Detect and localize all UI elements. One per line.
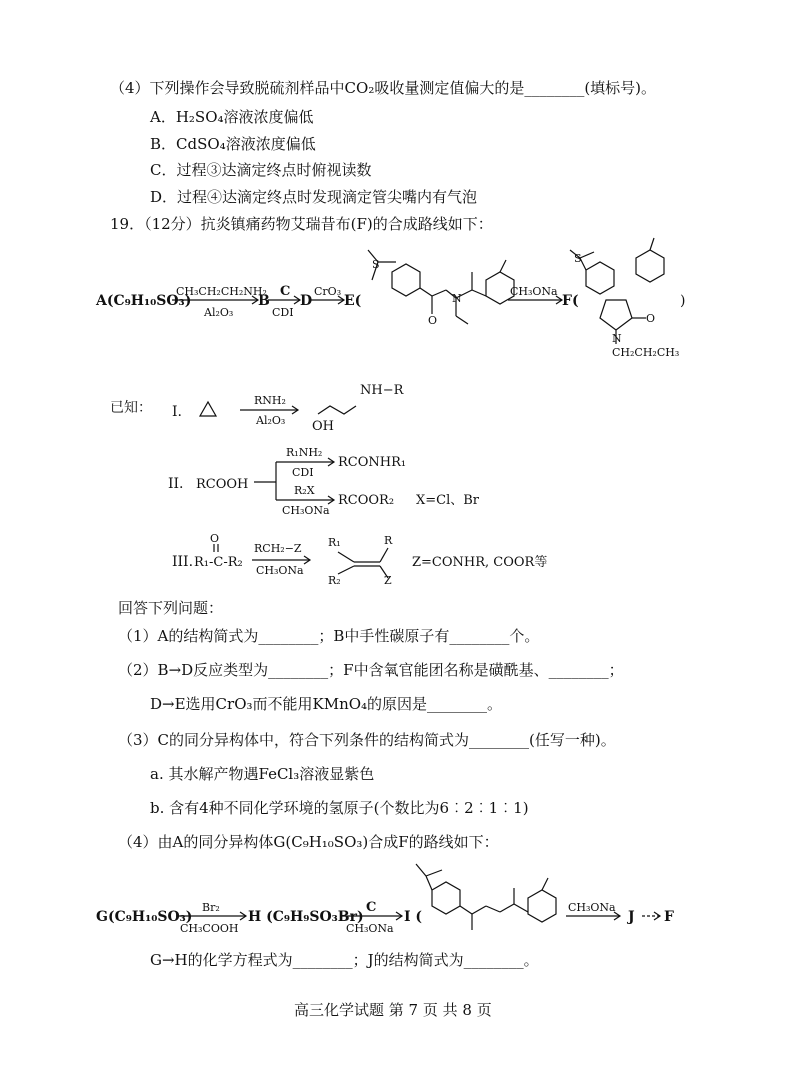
q4-stem: （4）下列操作会导致脱硫剂样品中CO₂吸收量测定值偏大的是________(填标号)。 [110, 79, 657, 97]
route-a: A(C₉H₁₀SO₃) [96, 293, 192, 309]
known-iii-r1: R₁ [328, 536, 341, 549]
route2-r1-top: Br₂ [202, 901, 220, 914]
f-sulfur: S [574, 252, 582, 265]
route2-r2-top: C [366, 900, 377, 915]
route2-j: J [628, 909, 635, 925]
known-iii-label: III. [172, 554, 194, 570]
e-oxygen: O [428, 314, 438, 327]
f-propyl: CH₂CH₂CH₃ [612, 346, 680, 359]
route-reagent2-bottom: CDI [272, 306, 294, 319]
known-iii-z: Z [384, 574, 392, 587]
route-reagent4-top: CH₃ONa [510, 285, 558, 298]
f-oxygen: O [646, 312, 656, 325]
route2-f: F [664, 909, 674, 925]
sub-question-1: （1）A的结构简式为________；B中手性碳原子有________个。 [118, 627, 540, 645]
answer-intro: 回答下列问题： [118, 599, 224, 617]
sub-question-2b: D→E选用CrO₃而不能用KMnO₄的原因是________。 [150, 695, 503, 713]
sub-question-4q: G→H的化学方程式为________；J的结构简式为________。 [150, 951, 539, 969]
e-sulfur: S [372, 258, 380, 271]
q4-option-d: D．过程④达滴定终点时发现滴定管尖嘴内有气泡 [150, 188, 478, 206]
route-close: ) [680, 293, 686, 309]
known-ii-bot-reagent: R₂X [294, 484, 315, 497]
known-i-reagent-top: RNH₂ [254, 394, 286, 407]
known-iii-note: Z=CONHR, COOR等 [412, 555, 548, 570]
known-iii-r2: R₂ [328, 574, 341, 587]
route-e: E( [344, 293, 362, 309]
route-reagent3-top: CrO₃ [314, 285, 342, 298]
route2-g: G(C₉H₁₀SO₃) [96, 909, 193, 925]
route2-r2-bottom: CH₃ONa [346, 922, 394, 935]
route-reagent2-top: C [280, 284, 291, 299]
known-iii-o: O [210, 532, 220, 545]
f-nitrogen: N [612, 332, 622, 345]
known-ii-top-cond: CDI [292, 466, 314, 479]
q4-option-b: B．CdSO₄溶液浓度偏低 [150, 135, 316, 153]
page-footer: 高三化学试题 第 7 页 共 8 页 [294, 1001, 492, 1019]
q4-option-c: C．过程③达滴定终点时俯视读数 [150, 161, 372, 179]
known-ii-top-reagent: R₁NH₂ [286, 446, 323, 459]
known-ii-note: X=Cl、Br [416, 493, 480, 508]
sub-question-3a: a. 其水解产物遇FeCl₃溶液显紫色 [150, 765, 375, 783]
q4-option-a: A．H₂SO₄溶液浓度偏低 [150, 108, 314, 126]
route-f: F( [562, 293, 579, 309]
known-iii-r: R [384, 534, 393, 547]
known-ii-top-product: RCONHR₁ [338, 455, 407, 470]
sub-question-3b: b. 含有4种不同化学环境的氢原子(个数比为6︰2︰1︰1) [150, 799, 529, 817]
known-ii-bot-cond: CH₃ONa [282, 504, 330, 517]
sub-question-4: （4）由A的同分异构体G(C₉H₁₀SO₃)合成F的路线如下： [118, 833, 499, 851]
known-ii-start: RCOOH [196, 477, 249, 492]
route-d: D [300, 293, 313, 309]
route2-i: I ( [404, 909, 423, 925]
route-b: B [258, 293, 270, 309]
route-reagent1-bottom: Al₂O₃ [204, 306, 234, 319]
known-ii-bot-product: RCOOR₂ [338, 493, 395, 508]
sub-question-3: （3）C的同分异构体中，符合下列条件的结构简式为________(任写一种)。 [118, 731, 616, 749]
route2-r3-top: CH₃ONa [568, 901, 616, 914]
known-iii-start: R₁-C-R₂ [194, 555, 243, 570]
sub-question-2a: （2）B→D反应类型为________；F中含氧官能团名称是磺酰基、________； [118, 661, 624, 679]
known-label: 已知： [110, 400, 152, 416]
known-i-product-oh: OH [312, 419, 334, 434]
known-i-reagent-bottom: Al₂O₃ [256, 414, 286, 427]
known-i-product-top: NH−R [360, 383, 404, 398]
known-iii-reagent-bottom: CH₃ONa [256, 564, 304, 577]
route2-h: H (C₉H₉SO₃Br) [248, 909, 364, 925]
q19-title: 19．（12分）抗炎镇痛药物艾瑞昔布(F)的合成路线如下： [110, 215, 493, 233]
route-reagent1-top: CH₃CH₂CH₂NH₂ [176, 285, 267, 298]
known-iii-reagent-top: RCH₂−Z [254, 542, 302, 555]
known-ii-label: II. [168, 476, 184, 492]
e-nitrogen: N [452, 292, 462, 305]
route2-r1-bottom: CH₃COOH [180, 922, 239, 935]
known-i-label: I. [172, 404, 182, 420]
